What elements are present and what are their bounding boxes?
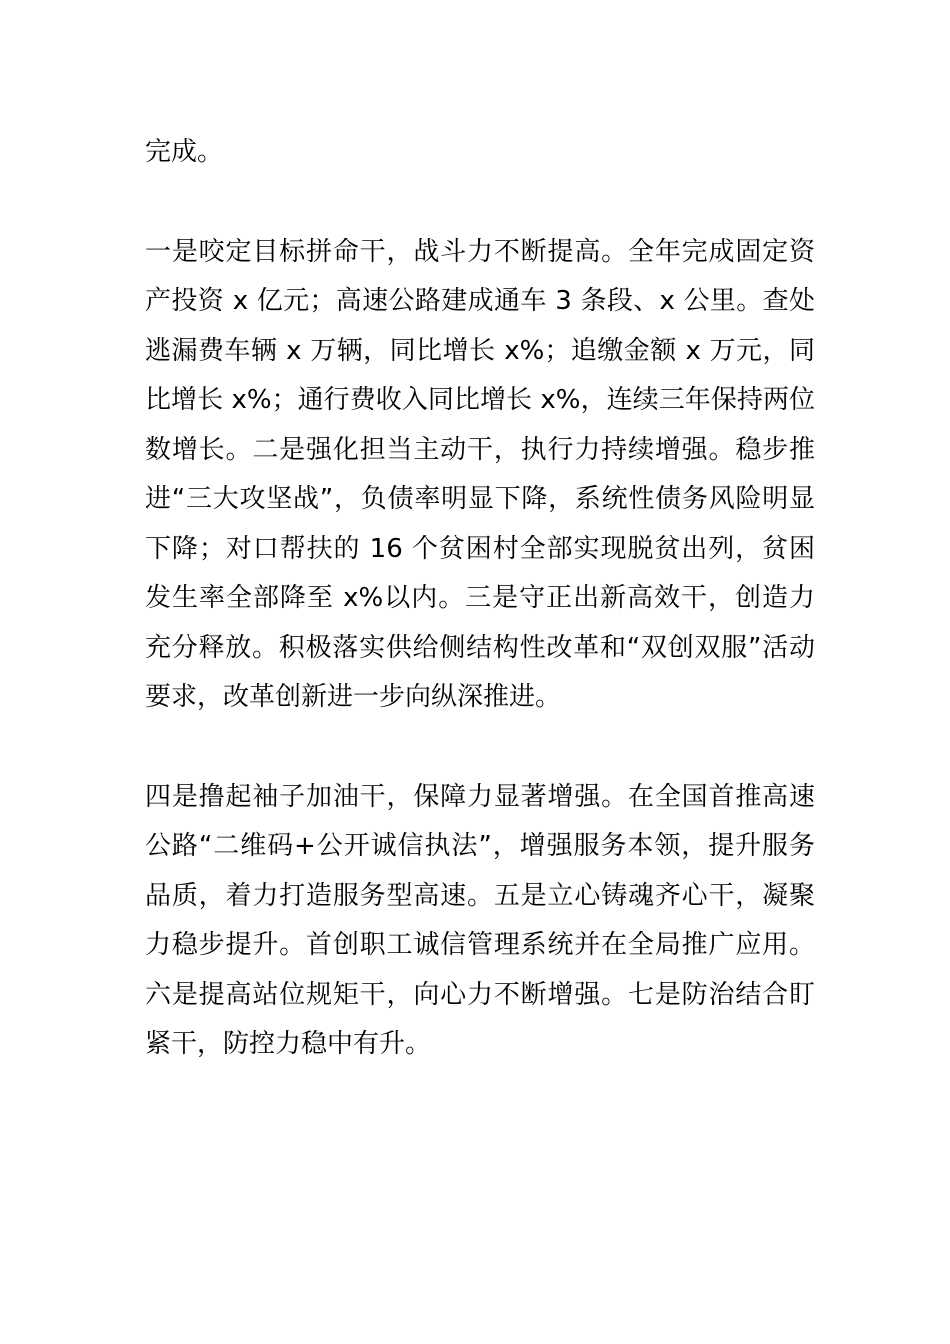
paragraph-achievements-1-3: 一是咬定目标拼命干，战斗力不断提高。全年完成固定资产投资 x 亿元；高速公路建成通车 3 条段、x 公里。查处逃漏费车辆 x 万辆，同比增长 x%；追缴金额 x 万元，同比增长 x%；通行费收入同比增长 x%，连续三年保持两位数增长。二是强化担当主动干，执行力持续增强。稳步推进“三大攻坚战”，负债率明显下降，系统性债务风险明显下降；对口帮扶的 16 个贫困村全部实现脱贫出列，贫困发生率全部降至 x%以内。三是守正出新高效干，创造力充分释放。积极落实供给侧结构性改革和“双创双服”活动要求，改革创新进一步向纵深推进。 [145, 236, 815, 712]
document-page [145, 128, 815, 1070]
paragraph-achievements-4-7: 四是撸起袖子加油干，保障力显著增强。在全国首推高速公路“二维码+公开诚信执法”，增强服务本领，提升服务品质，着力打造服务型高速。五是立心铸魂齐心干，凝聚力稳步提升。首创职工诚信管理系统并在全局推广应用。六是提高站位规矩干，向心力不断增强。七是防治结合盯紧干，防控力稳中有升。 [145, 781, 815, 1059]
paragraph-continuation: 完成。 [145, 137, 224, 167]
